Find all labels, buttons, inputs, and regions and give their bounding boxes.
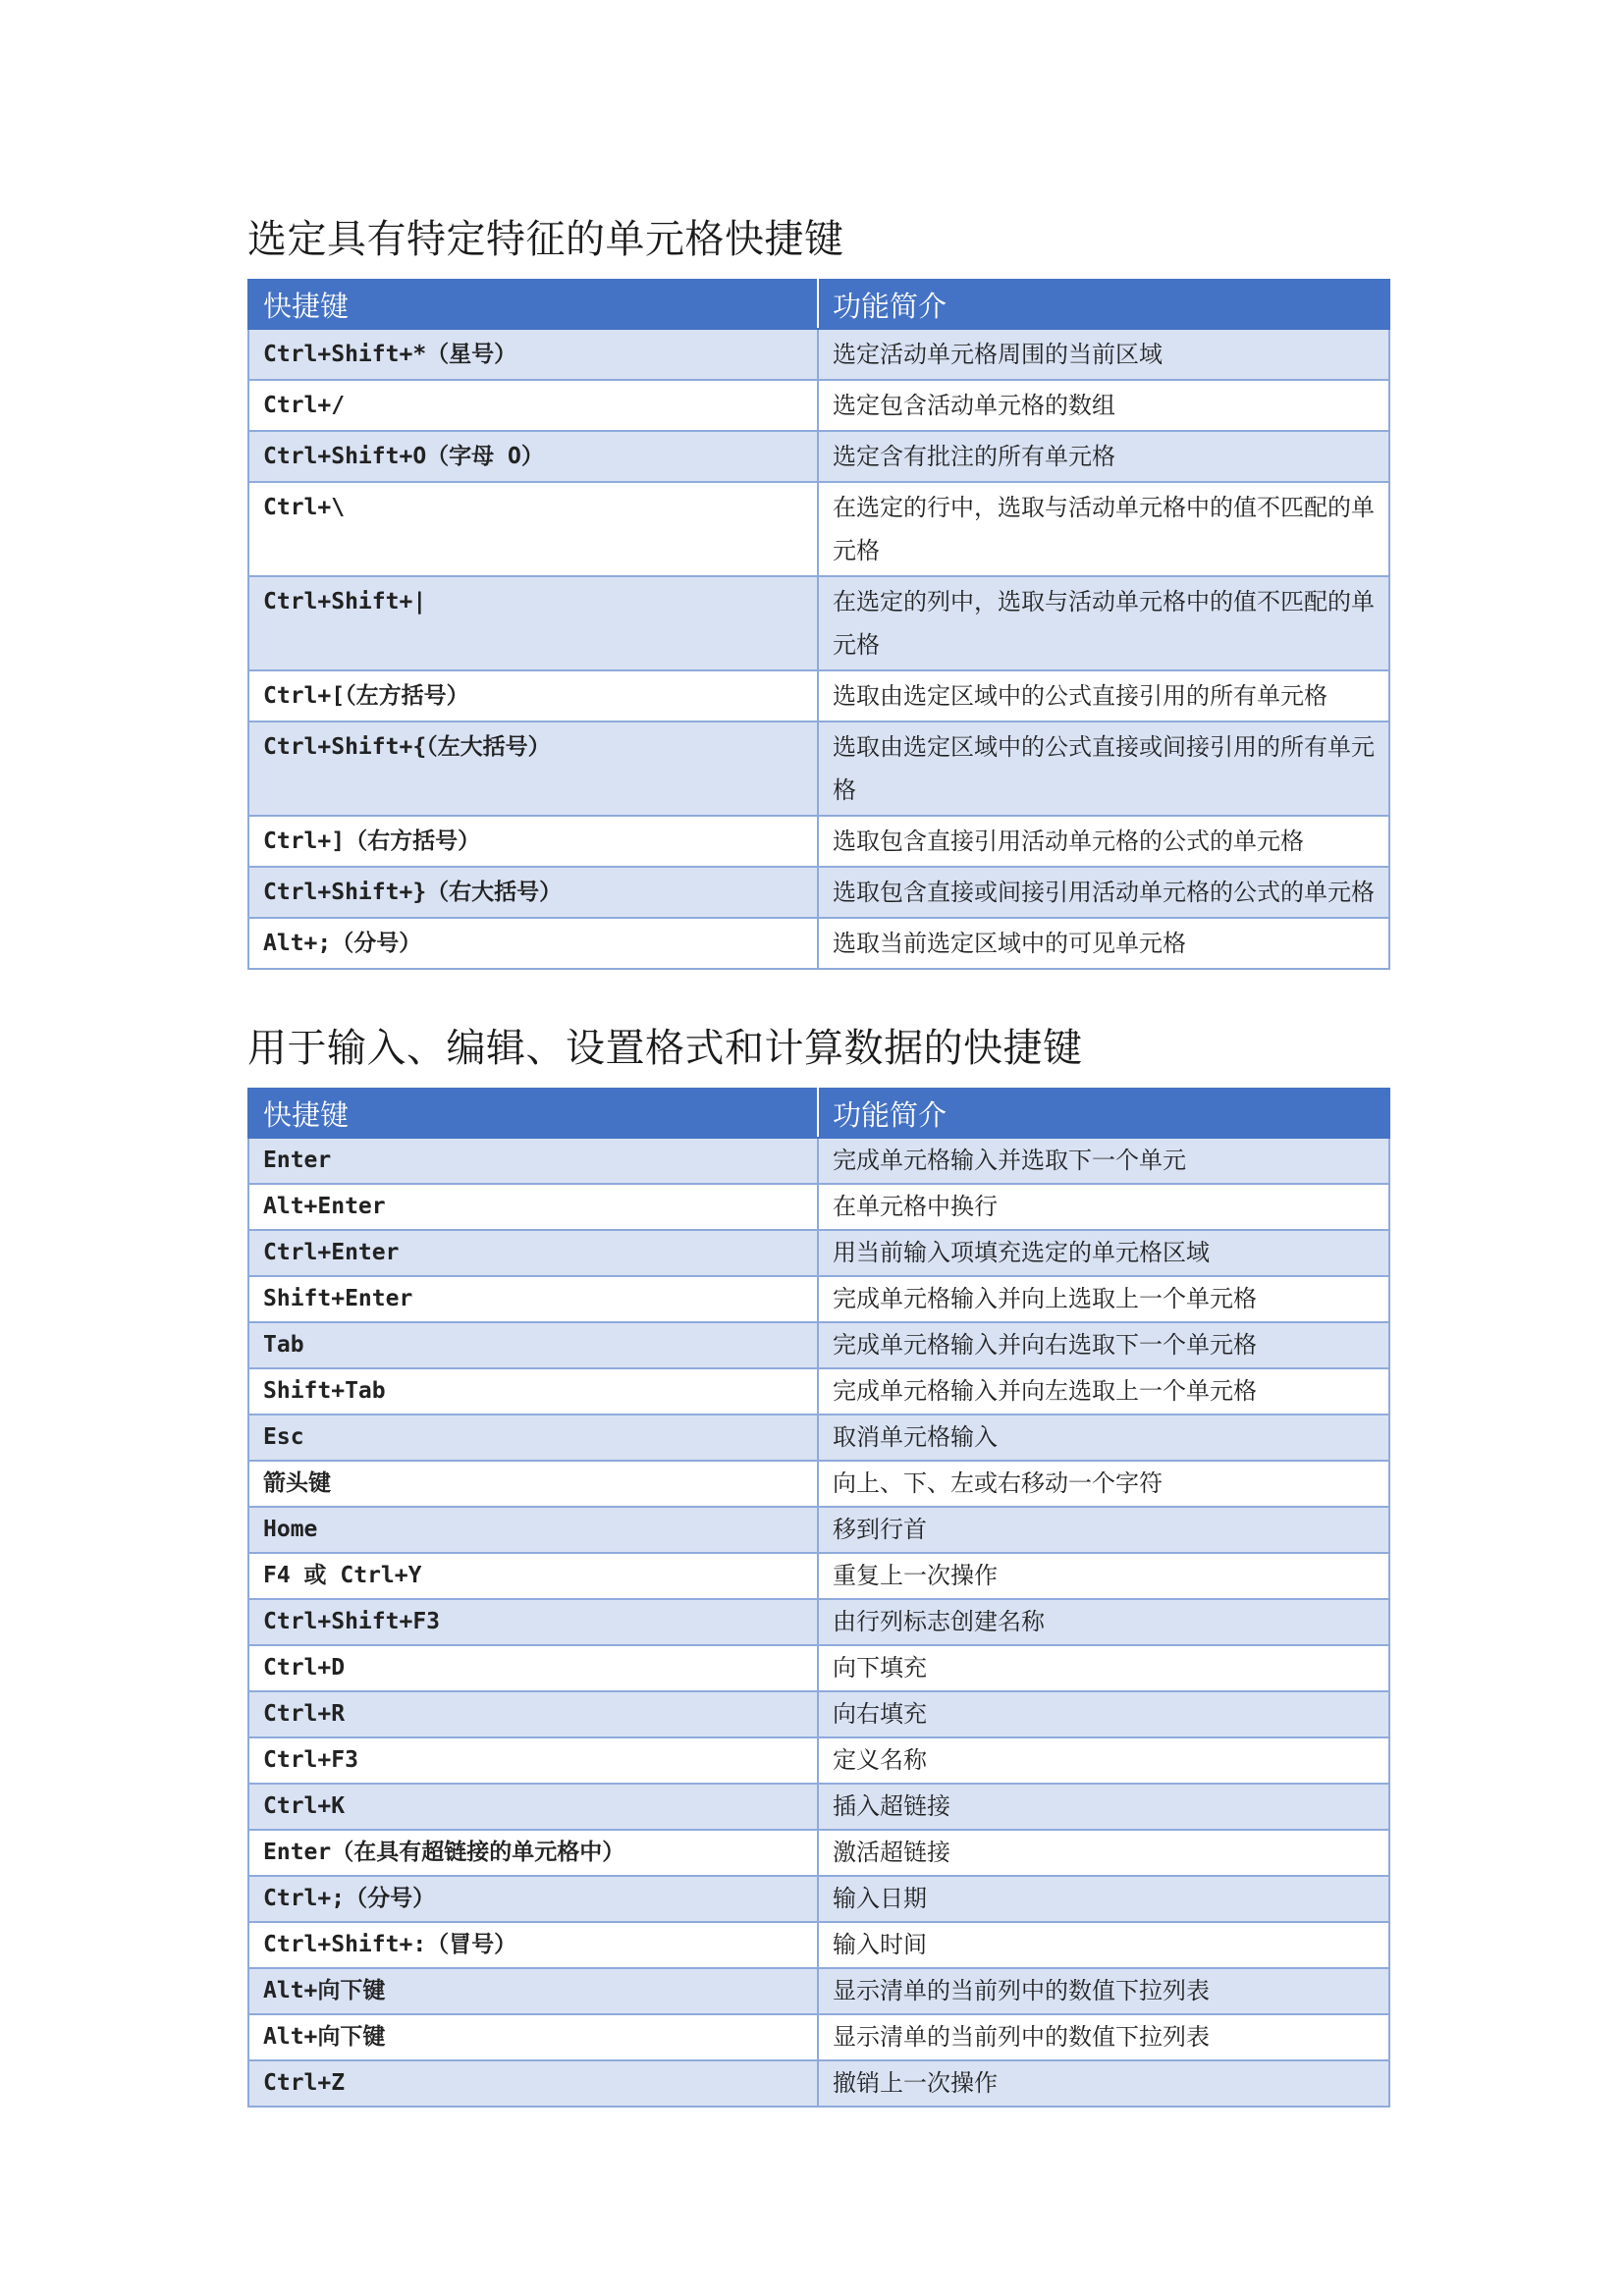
- shortcut-description: 完成单元格输入并向左选取上一个单元格: [818, 1368, 1389, 1415]
- shortcut-table: [247, 279, 1390, 970]
- shortcut-key: Ctrl+Shift+|: [248, 576, 818, 670]
- shortcut-description: 选定包含活动单元格的数组: [818, 380, 1389, 431]
- shortcut-description: 撤销上一次操作: [818, 2060, 1389, 2107]
- table-body: [248, 329, 1389, 969]
- shortcut-description: 由行列标志创建名称: [818, 1599, 1389, 1645]
- shortcut-description: 显示清单的当前列中的数值下拉列表: [818, 1968, 1389, 2014]
- shortcut-key: Alt+Enter: [248, 1184, 818, 1230]
- shortcut-key: F4 或 Ctrl+Y: [248, 1553, 818, 1599]
- shortcut-description: 显示清单的当前列中的数值下拉列表: [818, 2014, 1389, 2060]
- table-row: [248, 1645, 1389, 1691]
- shortcut-description: 完成单元格输入并选取下一个单元: [818, 1138, 1389, 1184]
- shortcut-key: 箭头键: [248, 1461, 818, 1507]
- table-header-row: [248, 1089, 1389, 1138]
- shortcut-key: Ctrl+Shift+}（右大括号）: [248, 867, 818, 918]
- table-row: [248, 1461, 1389, 1507]
- table-row: [248, 1784, 1389, 1830]
- table-row: [248, 431, 1389, 482]
- shortcut-key: Enter（在具有超链接的单元格中）: [248, 1830, 818, 1876]
- table-row: [248, 670, 1389, 721]
- shortcut-description: 向下填充: [818, 1645, 1389, 1691]
- table-header-row: [248, 280, 1389, 329]
- shortcut-key: Enter: [248, 1138, 818, 1184]
- table-row: [248, 2014, 1389, 2060]
- shortcut-description: 在单元格中换行: [818, 1184, 1389, 1230]
- table-row: [248, 1691, 1389, 1737]
- shortcut-key: Ctrl+Z: [248, 2060, 818, 2107]
- shortcut-description: 选取由选定区域中的公式直接或间接引用的所有单元格: [818, 721, 1389, 816]
- shortcut-key: Ctrl+R: [248, 1691, 818, 1737]
- shortcut-key: Ctrl+Enter: [248, 1230, 818, 1276]
- shortcut-key: Ctrl+[（左方括号）: [248, 670, 818, 721]
- table-row: [248, 918, 1389, 969]
- shortcut-description: 选取由选定区域中的公式直接引用的所有单元格: [818, 670, 1389, 721]
- table-row: [248, 867, 1389, 918]
- table-row: [248, 721, 1389, 816]
- shortcut-key: Ctrl+K: [248, 1784, 818, 1830]
- shortcut-description: 重复上一次操作: [818, 1553, 1389, 1599]
- table-row: [248, 1830, 1389, 1876]
- shortcut-description: 选取包含直接或间接引用活动单元格的公式的单元格: [818, 867, 1389, 918]
- table-row: [248, 1368, 1389, 1415]
- shortcut-key: Home: [248, 1507, 818, 1553]
- table-row: [248, 1138, 1389, 1184]
- table-row: [248, 816, 1389, 867]
- shortcut-key: Shift+Tab: [248, 1368, 818, 1415]
- shortcut-description: 向右填充: [818, 1691, 1389, 1737]
- shortcut-description: 在选定的列中，选取与活动单元格中的值不匹配的单元格: [818, 576, 1389, 670]
- shortcut-key: Ctrl+Shift+:（冒号）: [248, 1922, 818, 1968]
- shortcut-key: Tab: [248, 1322, 818, 1368]
- shortcut-description: 向上、下、左或右移动一个字符: [818, 1461, 1389, 1507]
- shortcut-key: Ctrl+\: [248, 482, 818, 576]
- shortcut-key: Esc: [248, 1415, 818, 1461]
- table-row: [248, 1737, 1389, 1784]
- section-title: 选定具有特定特征的单元格快捷键: [247, 217, 844, 262]
- table-row: [248, 1599, 1389, 1645]
- shortcut-key: Ctrl+;（分号）: [248, 1876, 818, 1922]
- section-title: 用于输入、编辑、设置格式和计算数据的快捷键: [247, 1026, 1083, 1071]
- table-row: [248, 576, 1389, 670]
- shortcut-description: 移到行首: [818, 1507, 1389, 1553]
- table-row: [248, 482, 1389, 576]
- table-body: [248, 1138, 1389, 2107]
- shortcut-description: 输入日期: [818, 1876, 1389, 1922]
- shortcut-description: 在选定的行中，选取与活动单元格中的值不匹配的单元格: [818, 482, 1389, 576]
- header-key: 快捷键: [248, 1089, 818, 1138]
- shortcut-description: 用当前输入项填充选定的单元格区域: [818, 1230, 1389, 1276]
- shortcut-description: 选定含有批注的所有单元格: [818, 431, 1389, 482]
- table-row: [248, 2060, 1389, 2107]
- table-row: [248, 1507, 1389, 1553]
- shortcut-key: Ctrl+/: [248, 380, 818, 431]
- shortcut-key: Alt+向下键: [248, 1968, 818, 2014]
- table-row: [248, 1553, 1389, 1599]
- shortcut-key: Ctrl+F3: [248, 1737, 818, 1784]
- shortcut-description: 完成单元格输入并向上选取上一个单元格: [818, 1276, 1389, 1322]
- shortcut-key: Alt+向下键: [248, 2014, 818, 2060]
- shortcut-description: 插入超链接: [818, 1784, 1389, 1830]
- table-row: [248, 1922, 1389, 1968]
- shortcut-description: 选取包含直接引用活动单元格的公式的单元格: [818, 816, 1389, 867]
- shortcut-key: Shift+Enter: [248, 1276, 818, 1322]
- table-row: [248, 1415, 1389, 1461]
- shortcut-description: 选取当前选定区域中的可见单元格: [818, 918, 1389, 969]
- shortcut-description: 输入时间: [818, 1922, 1389, 1968]
- section-select-cells: [247, 212, 1388, 970]
- shortcut-key: Alt+;（分号）: [248, 918, 818, 969]
- shortcut-description: 选定活动单元格周围的当前区域: [818, 329, 1389, 380]
- header-desc: 功能简介: [818, 1089, 1389, 1138]
- table-row: [248, 1276, 1389, 1322]
- shortcut-description: 激活超链接: [818, 1830, 1389, 1876]
- shortcut-key: Ctrl+D: [248, 1645, 818, 1691]
- shortcut-key: Ctrl+Shift+F3: [248, 1599, 818, 1645]
- shortcut-description: 取消单元格输入: [818, 1415, 1389, 1461]
- shortcut-key: Ctrl+]（右方括号）: [248, 816, 818, 867]
- section-input-edit: [247, 1021, 1388, 2108]
- table-row: [248, 1322, 1389, 1368]
- shortcut-table: [247, 1088, 1390, 2108]
- header-desc: 功能简介: [818, 280, 1389, 329]
- shortcut-description: 定义名称: [818, 1737, 1389, 1784]
- table-row: [248, 380, 1389, 431]
- shortcut-key: Ctrl+Shift+*（星号）: [248, 329, 818, 380]
- table-row: [248, 1968, 1389, 2014]
- table-row: [248, 1876, 1389, 1922]
- table-row: [248, 1230, 1389, 1276]
- header-key: 快捷键: [248, 280, 818, 329]
- shortcut-key: Ctrl+Shift+O（字母 O）: [248, 431, 818, 482]
- table-row: [248, 329, 1389, 380]
- shortcut-key: Ctrl+Shift+{（左大括号）: [248, 721, 818, 816]
- shortcut-description: 完成单元格输入并向右选取下一个单元格: [818, 1322, 1389, 1368]
- table-row: [248, 1184, 1389, 1230]
